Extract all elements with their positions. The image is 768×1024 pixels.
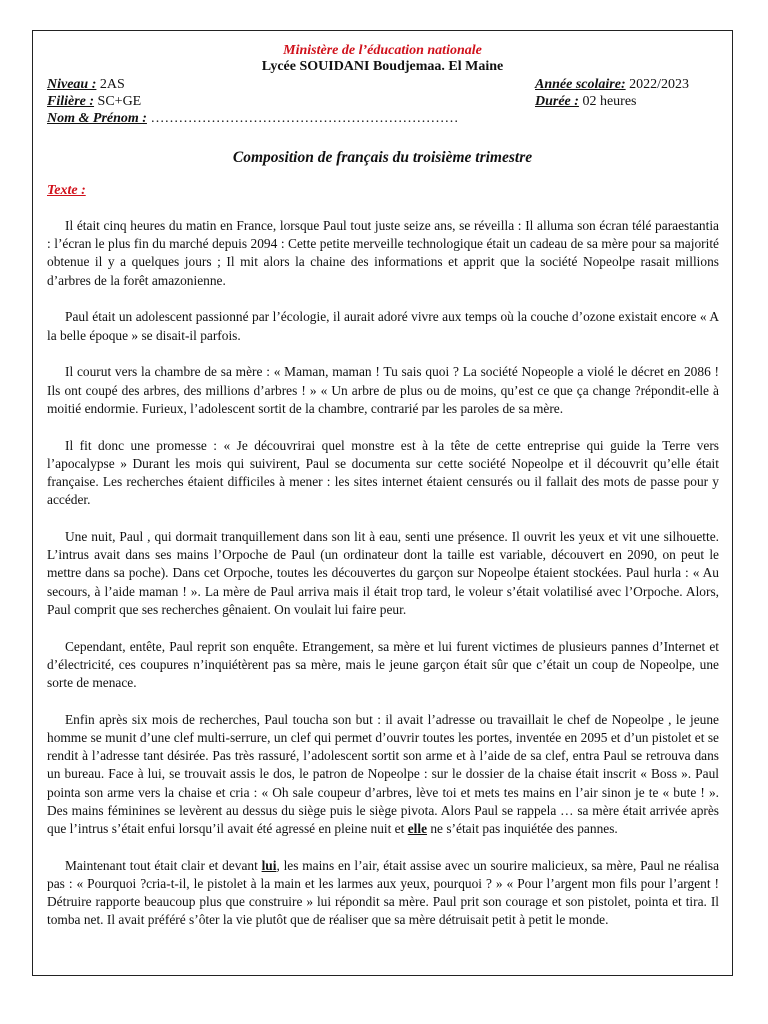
composition-title: Composition de français du troisième trimestre (232, 149, 533, 166)
paragraph-7-part-b: ne s’était pas inquiétée des pannes. (427, 821, 618, 837)
paragraph-2: Paul était un adolescent passionné par l’écologie, il aurait adoré vivre aux temps où la couche d’ozone existait encore « A la belle époque » se disait-il parfois. (47, 309, 719, 343)
filiere-label: Filière : (47, 94, 95, 109)
paragraph-7 (47, 711, 719, 838)
annee-label: Année scolaire: (535, 77, 626, 92)
nom-value: ………………………………………………………… (150, 111, 459, 126)
niveau-value: 2AS (99, 77, 125, 92)
paragraph-6: Cependant, entête, Paul reprit son enquête. Etrangement, sa mère et lui furent victimes de plusieurs pannes d’Internet et d’électricité, ces coupures n’inquiétèrent pas sa mère, mais le jeune garçon était sûr que c’était un coup de Nopeolpe, une sorte de menace. (47, 638, 719, 691)
paragraph-8 (47, 857, 719, 930)
paragraph-8-part-a: Maintenant tout était clair et devant (65, 857, 262, 873)
underlined-word-lui: lui (261, 857, 277, 873)
texte-label: Texte : (47, 183, 86, 198)
niveau-row (47, 77, 125, 93)
paragraph-7-part-a: Enfin après six mois de recherches, Paul toucha son but : il avait l’adresse ou travaillait le chef de Nopeolpe , le jeune homme se munit d’une clef multi-serrure, un clef qui permet d’ouvrir toutes les portes, inventée en 2095 et d’un pistolet et se rendit à l’adresse tant désirée. Pas très rassuré, l’adolescent sortit son arme et à l’aide de sa clef, entra Paul se retrouva dans un bureau. Face à lui, se trouvait assis le dos, le patron de Nopeolpe : sur le dossier de la chaise était inscrit « Boss ». Paul pointa son arme vers la chaise et cria : « Oh sale coupeur d’arbres, lève toi et mets tes mains en l’air sinon je te « bute ! ». Des mains féminines se levèrent au dessus du siège puis le siège pivota. Alors Paul se rappela … sa mère était arrivée après que l’intrus s’était enfui lorsqu’il avait été agressé en pleine nuit et (47, 711, 719, 837)
annee-row (535, 77, 689, 93)
annee-value: 2022/2023 (629, 77, 689, 92)
niveau-label: Niveau : (47, 77, 97, 92)
filiere-row (47, 94, 141, 110)
paragraph-4: Il fit donc une promesse : « Je découvrirai quel monstre est à la tête de cette entreprise qui guide la Terre vers l’apocalypse » Durant les mois qui suivirent, Paul se documenta sur cette société Nopeolpe et il découvrit qu’elle était française. Les recherches étaient difficiles à mener : les sites internet étaient censurés ou il fallait des mots de passe pour y accéder. (47, 437, 719, 508)
paragraph-3: Il courut vers la chambre de sa mère : « Maman, maman ! Tu sais quoi ? La société Nopeople a violé le décret en 2086 ! Ils ont coupé des arbres, des millions d’arbres ! » « Un arbre de plus ou de moins, qu’est ce que ça change ?répondit-elle à moitié endormie. Furieux, l’adolescent sortit de la chambre, contrarié par les paroles de sa mère. (47, 364, 719, 416)
exam-sheet (32, 30, 733, 976)
filiere-value: SC+GE (97, 94, 142, 109)
duree-label: Durée : (535, 94, 579, 109)
duree-value: 02 heures (582, 94, 637, 109)
paragraph-8-part-b: , les mains en l’air, était assise avec un sourire malicieux, sa mère, Paul ne réalisa pas : « Pourquoi ?cria-t-il, le pistolet à la main et les larmes aux yeux, pourquoi ? » « Pour l’argent mon fils pour l’argent ! Détruire rapporte beaucoup plus que construire » lui répondit sa mère. Paul prit son courage et son pistolet, pointa et tira. Il tomba net. Il avait préféré s’ôter la vie plutôt que de réaliser que sa mère détruisait petit à petit le monde. (47, 857, 720, 928)
paragraph-1: Il était cinq heures du matin en France, lorsque Paul tout juste seize ans, se réveilla : Il alluma son écran télé paraestantia : l’écran le plus fin du marché depuis 2094 : Cette petite merveille technologique était un cadeau de sa mère pour sa majorité obtenue il y a quelques jours ; Il mit alors la chaine des informations et apprit que la société Nopeolpe rasait millions d’arbres de la forêt amazonienne. (47, 218, 719, 288)
duree-row (535, 94, 636, 110)
text-body (47, 217, 719, 948)
nom-row (47, 111, 458, 127)
paragraph-5: Une nuit, Paul , qui dormait tranquillement dans son lit à eau, senti une présence. Il ouvrit les yeux et vit une silhouette. L’intrus avait dans ses mains l’Orpoche de Paul (un ordinateur dont la taille est variable, découvert en 2090, on peut le mettre dans sa poche). Dans cet Orpoche, toutes les découvertes du garçon sur Nopeolpe étaient stockées. Paul hurla : « Au secours, à l’aide maman ! ». La mère de Paul arriva mais il était trop tard, le voleur s’était volatilisé avec l’Orpoche. Alors, Paul comprit que ses recherches gênaient. On voulait lui faire peur. (47, 529, 719, 617)
nom-label: Nom & Prénom : (47, 111, 147, 126)
school-heading: Lycée SOUIDANI Boudjemaa. El Maine (261, 59, 504, 74)
ministry-heading: Ministère de l’éducation nationale (283, 43, 482, 58)
underlined-word-elle: elle (407, 821, 428, 837)
